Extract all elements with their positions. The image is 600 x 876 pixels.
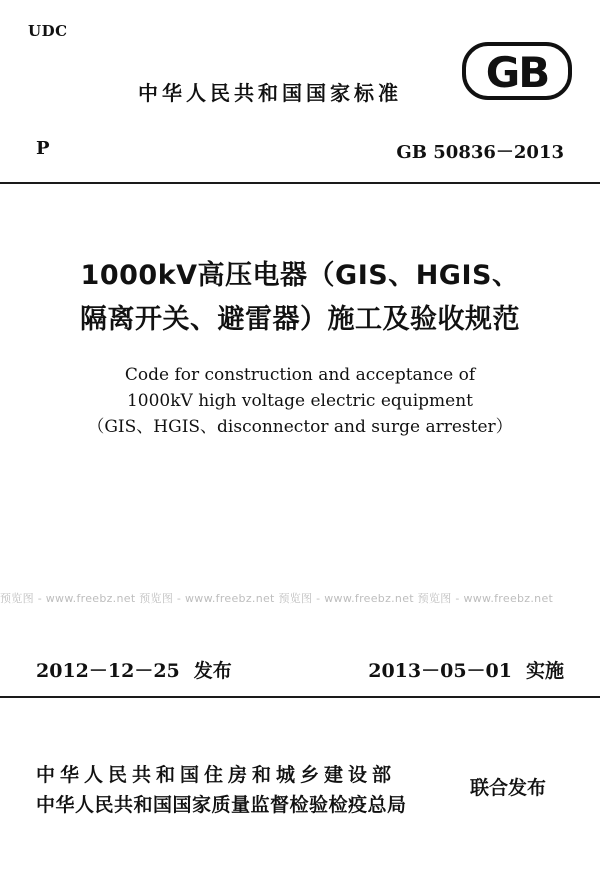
effective-date: 2013－05－01 (368, 660, 512, 682)
bottom-divider (0, 696, 600, 698)
publisher-ministry: 中华人民共和国住房和城乡建设部 (36, 764, 397, 786)
issue-date-block (36, 656, 232, 683)
issue-label: 发布 (193, 660, 232, 682)
chinese-title-line-2: 隔离开关、避雷器）施工及验收规范 (80, 304, 520, 335)
english-title-line-1: Code for construction and acceptance of (124, 365, 476, 385)
gb-logo (462, 42, 572, 100)
joint-issue-label: 联合发布 (470, 777, 547, 799)
publishers (36, 760, 407, 820)
udc-label: UDC (28, 22, 68, 40)
national-standard-heading: 中华人民共和国国家标准 (138, 81, 402, 105)
english-title (0, 362, 600, 440)
english-title-line-2: 1000kV high voltage electric equipment (126, 391, 474, 411)
chinese-title (0, 254, 600, 342)
issue-date: 2012－12－25 (36, 660, 180, 682)
gb-logo-graphic (462, 42, 572, 100)
standard-number: GB 50836－2013 (396, 142, 564, 163)
publisher-aqsiq: 中华人民共和国国家质量监督检验检疫总局 (36, 794, 407, 816)
effective-date-block (368, 656, 564, 683)
category-code: P (36, 138, 50, 159)
chinese-title-line-1: 1000kV高压电器（GIS、HGIS、 (80, 260, 520, 291)
english-title-line-3: （GIS、HGIS、disconnector and surge arrester） (87, 417, 513, 437)
gb-logo-text: GB (485, 48, 549, 97)
effective-label: 实施 (525, 660, 564, 682)
top-divider (0, 182, 600, 184)
preview-watermark: 预览图 - www.freebz.net 预览图 - www.freebz.net 预览图 - www.freebz.net 预览图 - www.freebz.net (0, 592, 554, 605)
